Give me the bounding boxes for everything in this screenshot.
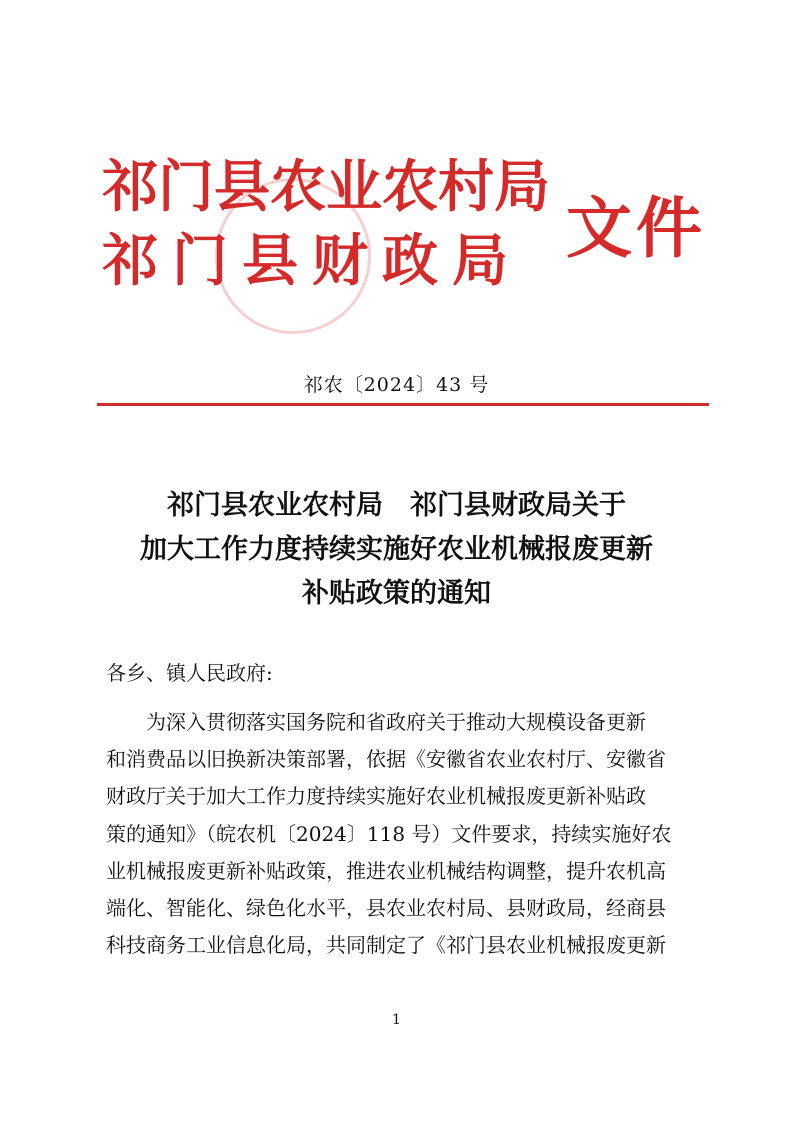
body-line: 科技商务工业信息化局，共同制定了《祁门县农业机械报废更新 (106, 933, 666, 958)
document-number: 祁农〔2024〕43 号 (303, 374, 490, 396)
body-line: 策的通知》（皖农机〔2024〕118 号）文件要求，持续实施好农 (106, 821, 672, 846)
body-line: 财政厅关于加大工作力度持续实施好农业机械报废更新补贴政 (106, 784, 646, 809)
salutation: 各乡、镇人民政府: (106, 661, 273, 685)
title-line: 补贴政策的通知 (302, 578, 491, 609)
page-number: 1 (392, 1012, 401, 1028)
body-line: 和消费品以旧换新决策部署，依据《安徽省农业农村厅、安徽省 (106, 747, 666, 772)
title-line: 祁门县农业农村局 祁门县财政局关于 (167, 490, 626, 521)
org-name-finance: 祁门县财政局 (102, 228, 522, 294)
body-line: 业机械报废更新补贴政策，推进农业机械结构调整，提升农机高 (106, 858, 666, 883)
body-line: 端化、智能化、绿色化水平，县农业农村局、县财政局，经商县 (106, 896, 666, 921)
org-name-agriculture: 祁门县农业农村局 (102, 154, 550, 220)
document-title (40, 484, 753, 616)
body-paragraph (106, 704, 700, 964)
red-divider-line (97, 403, 709, 406)
issuing-organizations (102, 150, 550, 298)
document-type-label: 文件 (566, 189, 706, 267)
body-line: 为深入贯彻落实国务院和省政府关于推动大规模设备更新 (106, 710, 646, 734)
title-line: 加大工作力度持续实施好农业机械报废更新 (140, 534, 653, 565)
